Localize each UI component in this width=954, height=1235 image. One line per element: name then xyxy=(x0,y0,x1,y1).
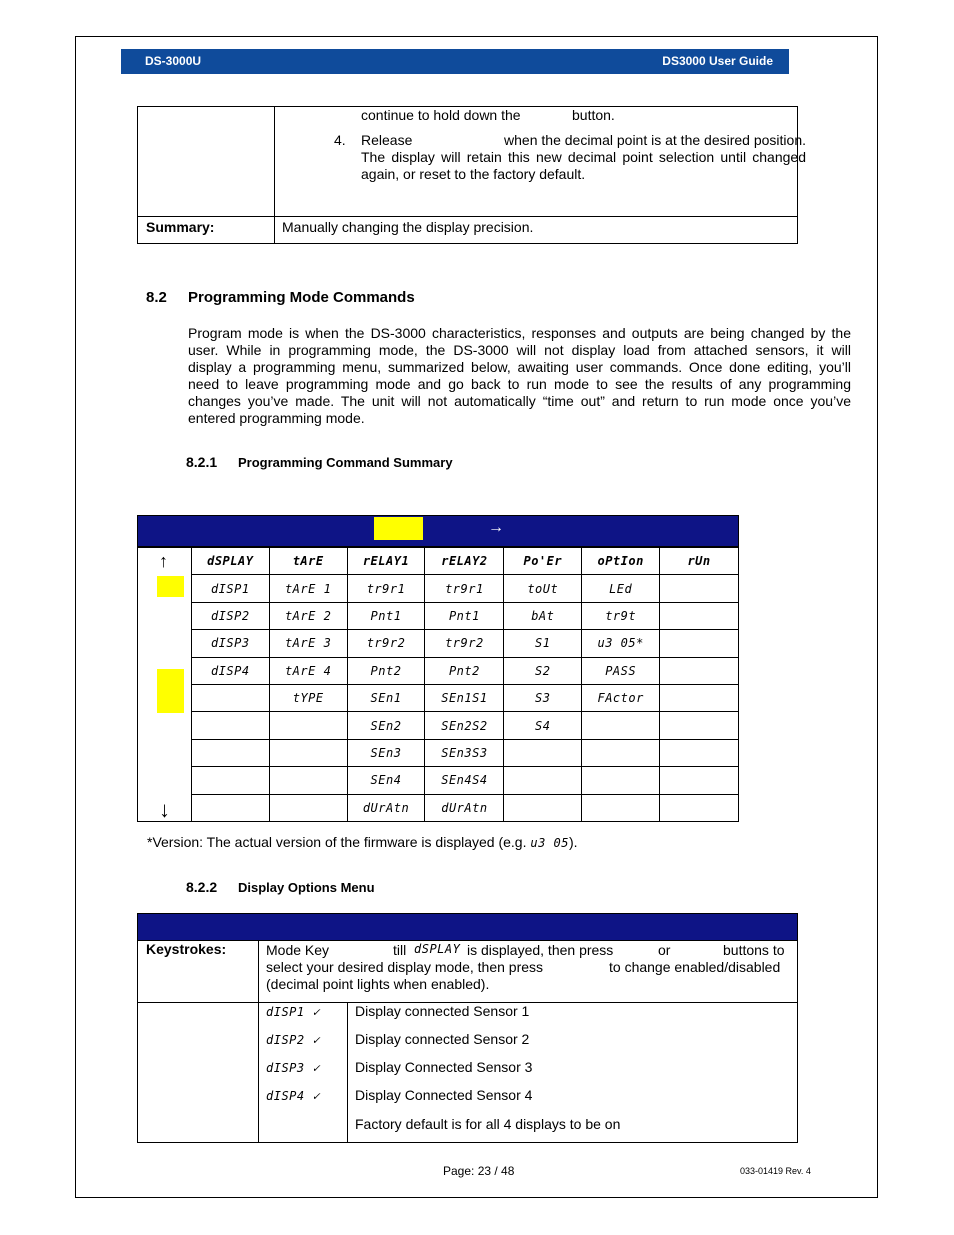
command-cell xyxy=(191,739,269,766)
command-row xyxy=(138,657,739,684)
submenu-code: SEn2 xyxy=(370,718,402,733)
submenu-code: SEn1 xyxy=(370,691,402,706)
subsection-title: Display Options Menu xyxy=(238,880,375,895)
submenu-code: tr9r2 xyxy=(445,636,484,651)
command-cell xyxy=(191,630,269,657)
para-line: user. While in programming mode, the DS-3000 will not display load from attached sensors, it will xyxy=(188,342,851,358)
continue-tail: button. xyxy=(572,107,615,123)
command-cell xyxy=(504,630,582,657)
command-cell xyxy=(347,794,425,821)
submenu-code: tr9r1 xyxy=(445,581,484,596)
options-row xyxy=(137,1003,798,1143)
command-cell xyxy=(191,575,269,602)
option-code: dISP4 ✓ xyxy=(266,1089,321,1103)
menu-name: Po'Er xyxy=(523,554,563,569)
command-cell xyxy=(582,739,660,766)
command-row xyxy=(138,712,739,739)
command-cell xyxy=(347,739,425,766)
command-cell xyxy=(269,657,347,684)
header-guide-title: DS3000 User Guide xyxy=(662,54,773,68)
ks-mode-key: Mode Key xyxy=(266,942,330,958)
command-cell xyxy=(425,739,504,766)
command-cell xyxy=(347,602,425,629)
section-8-2-heading xyxy=(146,289,415,306)
section-8-2-1-heading xyxy=(186,454,453,470)
command-header-cell xyxy=(660,548,739,575)
command-cell xyxy=(582,575,660,602)
command-cell xyxy=(425,794,504,821)
command-cell xyxy=(425,575,504,602)
ks-is-displayed: is displayed, then press xyxy=(467,942,614,958)
command-cell xyxy=(269,575,347,602)
command-row xyxy=(138,739,739,766)
command-cell xyxy=(582,602,660,629)
arrow-down-icon: ↓ xyxy=(159,797,170,822)
command-cell xyxy=(191,684,269,711)
summary-label: Summary: xyxy=(138,217,275,244)
command-header-cell xyxy=(269,548,347,575)
command-row xyxy=(138,794,739,821)
section-8-2-2-heading xyxy=(186,879,375,895)
command-cell xyxy=(269,794,347,821)
arrow-right-icon: → xyxy=(488,519,504,536)
option-description: Display Connected Sensor 3 xyxy=(355,1059,533,1075)
command-cell xyxy=(425,602,504,629)
ks-or: or xyxy=(658,942,671,958)
submenu-code: SEn1S1 xyxy=(441,691,488,706)
command-cell xyxy=(191,794,269,821)
header-doc-code: DS-3000U xyxy=(145,54,202,68)
command-cell xyxy=(504,767,582,794)
subsection-number: 8.2.1 xyxy=(186,454,218,470)
submenu-code: SEn3 xyxy=(370,745,402,760)
menu-name: dSPLAY xyxy=(207,554,254,569)
command-header-row xyxy=(138,548,739,575)
command-header-cell xyxy=(582,548,660,575)
command-cell xyxy=(660,767,739,794)
command-cell xyxy=(425,712,504,739)
subsection-number: 8.2.2 xyxy=(186,879,218,895)
factory-default-note: Factory default is for all 4 displays to be on xyxy=(355,1116,621,1132)
command-cell xyxy=(660,657,739,684)
submenu-code: FActor xyxy=(597,691,644,706)
document-revision: 033-01419 Rev. 4 xyxy=(740,1166,811,1176)
option-description: Display connected Sensor 1 xyxy=(355,1003,530,1019)
submenu-code: S4 xyxy=(535,718,551,733)
option-code: dISP3 ✓ xyxy=(266,1061,321,1075)
arrow-up-icon: ↑ xyxy=(159,551,168,571)
command-cell xyxy=(425,684,504,711)
command-cell xyxy=(191,602,269,629)
command-cell xyxy=(269,739,347,766)
submenu-code: S3 xyxy=(535,691,551,706)
submenu-code: PASS xyxy=(605,663,637,678)
submenu-code: dUrAtn xyxy=(362,800,410,815)
command-row xyxy=(138,684,739,711)
submenu-code: S1 xyxy=(535,636,551,651)
submenu-code: Pnt2 xyxy=(370,663,402,678)
step-text-2: The display will retain this new decimal point selection until changed xyxy=(361,149,806,165)
subsection-title: Programming Command Summary xyxy=(238,455,453,470)
command-cell xyxy=(504,657,582,684)
command-cell xyxy=(504,712,582,739)
command-cell xyxy=(660,739,739,766)
continuation-right-cell xyxy=(275,107,806,217)
command-cell xyxy=(425,630,504,657)
option-code: dISP1 ✓ xyxy=(266,1005,321,1019)
submenu-code: tr9r2 xyxy=(366,636,406,651)
step-text-1: when the decimal point is at the desired position. xyxy=(504,132,806,148)
arrow-column-cell xyxy=(138,739,192,766)
command-row xyxy=(138,767,739,794)
command-header-cell xyxy=(425,548,504,575)
option-description: Display Connected Sensor 4 xyxy=(355,1087,533,1103)
menu-name: rELAY2 xyxy=(441,554,488,569)
command-cell xyxy=(269,767,347,794)
command-table-header-bar xyxy=(137,515,739,547)
menu-name: rELAY1 xyxy=(362,554,410,569)
release-word: Release xyxy=(361,132,413,148)
summary-value: Manually changing the display precision. xyxy=(275,217,798,244)
command-cell xyxy=(660,630,739,657)
submenu-code: tYPE xyxy=(292,691,324,706)
command-cell xyxy=(660,602,739,629)
command-cell xyxy=(660,794,739,821)
submenu-code: tArE 1 xyxy=(284,581,332,596)
ks-till: till xyxy=(393,942,407,958)
section-title: Programming Mode Commands xyxy=(188,289,415,306)
command-cell xyxy=(347,712,425,739)
arrow-column-cell xyxy=(138,630,192,657)
command-cell xyxy=(347,657,425,684)
highlight-box xyxy=(157,669,184,713)
command-cell xyxy=(347,684,425,711)
display-options-table xyxy=(137,913,798,1143)
command-cell xyxy=(582,684,660,711)
submenu-code: dUrAtn xyxy=(441,800,488,815)
command-cell xyxy=(660,684,739,711)
submenu-code: S2 xyxy=(535,663,551,678)
keystrokes-label: Keystrokes: xyxy=(146,941,227,957)
command-cell xyxy=(660,712,739,739)
menu-name: rUn xyxy=(687,554,711,569)
command-cell xyxy=(660,575,739,602)
step-text-3: again, or reset to the factory default. xyxy=(361,166,586,182)
version-footnote xyxy=(147,834,578,850)
command-cell xyxy=(582,767,660,794)
program-mode-paragraph xyxy=(188,325,851,427)
para-line: Program mode is when the DS-3000 characteristics, responses and outputs are being changed by the xyxy=(188,325,851,341)
command-cell xyxy=(504,684,582,711)
command-cell xyxy=(504,575,582,602)
submenu-code: dISP2 xyxy=(210,608,250,623)
submenu-code: u3 05* xyxy=(597,636,644,651)
page-number: Page: 23 / 48 xyxy=(443,1164,515,1178)
command-cell xyxy=(425,767,504,794)
command-cell xyxy=(269,602,347,629)
command-cell xyxy=(582,794,660,821)
highlight-box xyxy=(157,576,184,597)
command-cell xyxy=(347,575,425,602)
command-cell xyxy=(269,712,347,739)
command-cell xyxy=(504,602,582,629)
command-cell xyxy=(582,657,660,684)
submenu-code: toUt xyxy=(527,581,559,596)
command-row xyxy=(138,602,739,629)
option-description: Display connected Sensor 2 xyxy=(355,1031,530,1047)
step-number: 4. xyxy=(334,132,346,148)
command-cell xyxy=(269,684,347,711)
submenu-code: LEd xyxy=(609,581,633,596)
footnote-version-code: u3 05 xyxy=(530,836,569,850)
submenu-code: Pnt1 xyxy=(370,608,402,623)
command-cell xyxy=(347,630,425,657)
submenu-code: SEn2S2 xyxy=(441,718,488,733)
command-header-cell xyxy=(191,548,269,575)
command-cell xyxy=(191,712,269,739)
submenu-code: tArE 3 xyxy=(284,636,332,651)
submenu-code: SEn3S3 xyxy=(441,745,488,760)
submenu-code: Pnt1 xyxy=(448,608,480,623)
command-row xyxy=(138,630,739,657)
command-cell xyxy=(425,657,504,684)
submenu-code: SEn4 xyxy=(370,773,402,788)
ks-display-code: dSPLAY xyxy=(414,942,461,956)
command-cell xyxy=(504,794,582,821)
command-cell xyxy=(347,767,425,794)
command-cell xyxy=(191,767,269,794)
submenu-code: tArE 4 xyxy=(284,663,332,678)
submenu-code: dISP1 xyxy=(210,581,250,596)
display-table-header-bar xyxy=(137,913,798,941)
submenu-code: tr9r1 xyxy=(366,581,406,596)
submenu-code: dISP4 xyxy=(210,663,250,678)
section-number: 8.2 xyxy=(146,289,167,306)
para-line: display a programming menu, summarized below, awaiting user commands. Once done editing, you’ll xyxy=(188,359,851,375)
ks-buttons-to: buttons to xyxy=(723,942,785,958)
continuation-left-cell xyxy=(138,107,275,217)
footnote-tail: ). xyxy=(569,834,578,850)
command-header-cell xyxy=(347,548,425,575)
continuation-table xyxy=(137,106,806,244)
option-code: dISP2 ✓ xyxy=(266,1033,321,1047)
command-cell xyxy=(191,657,269,684)
arrow-column-cell xyxy=(138,767,192,794)
command-cell xyxy=(269,630,347,657)
arrow-column-cell xyxy=(138,602,192,629)
keystrokes-row xyxy=(137,941,798,1003)
submenu-code: bAt xyxy=(531,608,555,623)
ks-change-enabled: to change enabled/disabled xyxy=(609,959,781,975)
command-cell xyxy=(582,630,660,657)
footnote-text: *Version: The actual version of the firmware is displayed (e.g. xyxy=(147,834,527,850)
para-line: entered programming mode. xyxy=(188,410,365,426)
continue-text: continue to hold down the xyxy=(361,107,521,123)
menu-name: oPtIon xyxy=(597,554,644,569)
command-cell xyxy=(582,712,660,739)
submenu-code: tr9t xyxy=(605,608,637,623)
page-header xyxy=(121,49,789,74)
arrow-column-cell xyxy=(138,712,192,739)
command-summary-table xyxy=(137,515,739,822)
ks-select-mode: select your desired display mode, then press xyxy=(266,959,544,975)
submenu-code: Pnt2 xyxy=(448,663,480,678)
command-cell xyxy=(504,739,582,766)
submenu-code: tArE 2 xyxy=(284,608,332,623)
command-header-cell xyxy=(504,548,582,575)
ks-decimal-note: (decimal point lights when enabled). xyxy=(266,976,490,992)
para-line: changes you’ve made. The unit will not automatically “time out” and return to run mode once you’ve xyxy=(188,393,851,409)
para-line: need to leave programming mode and go back to run mode to see the results of any programming xyxy=(188,376,851,392)
highlight-box xyxy=(374,517,423,540)
command-grid xyxy=(137,547,739,822)
menu-name: tArE xyxy=(292,554,324,569)
command-row xyxy=(138,575,739,602)
submenu-code: dISP3 xyxy=(210,636,250,651)
submenu-code: SEn4S4 xyxy=(441,773,488,788)
